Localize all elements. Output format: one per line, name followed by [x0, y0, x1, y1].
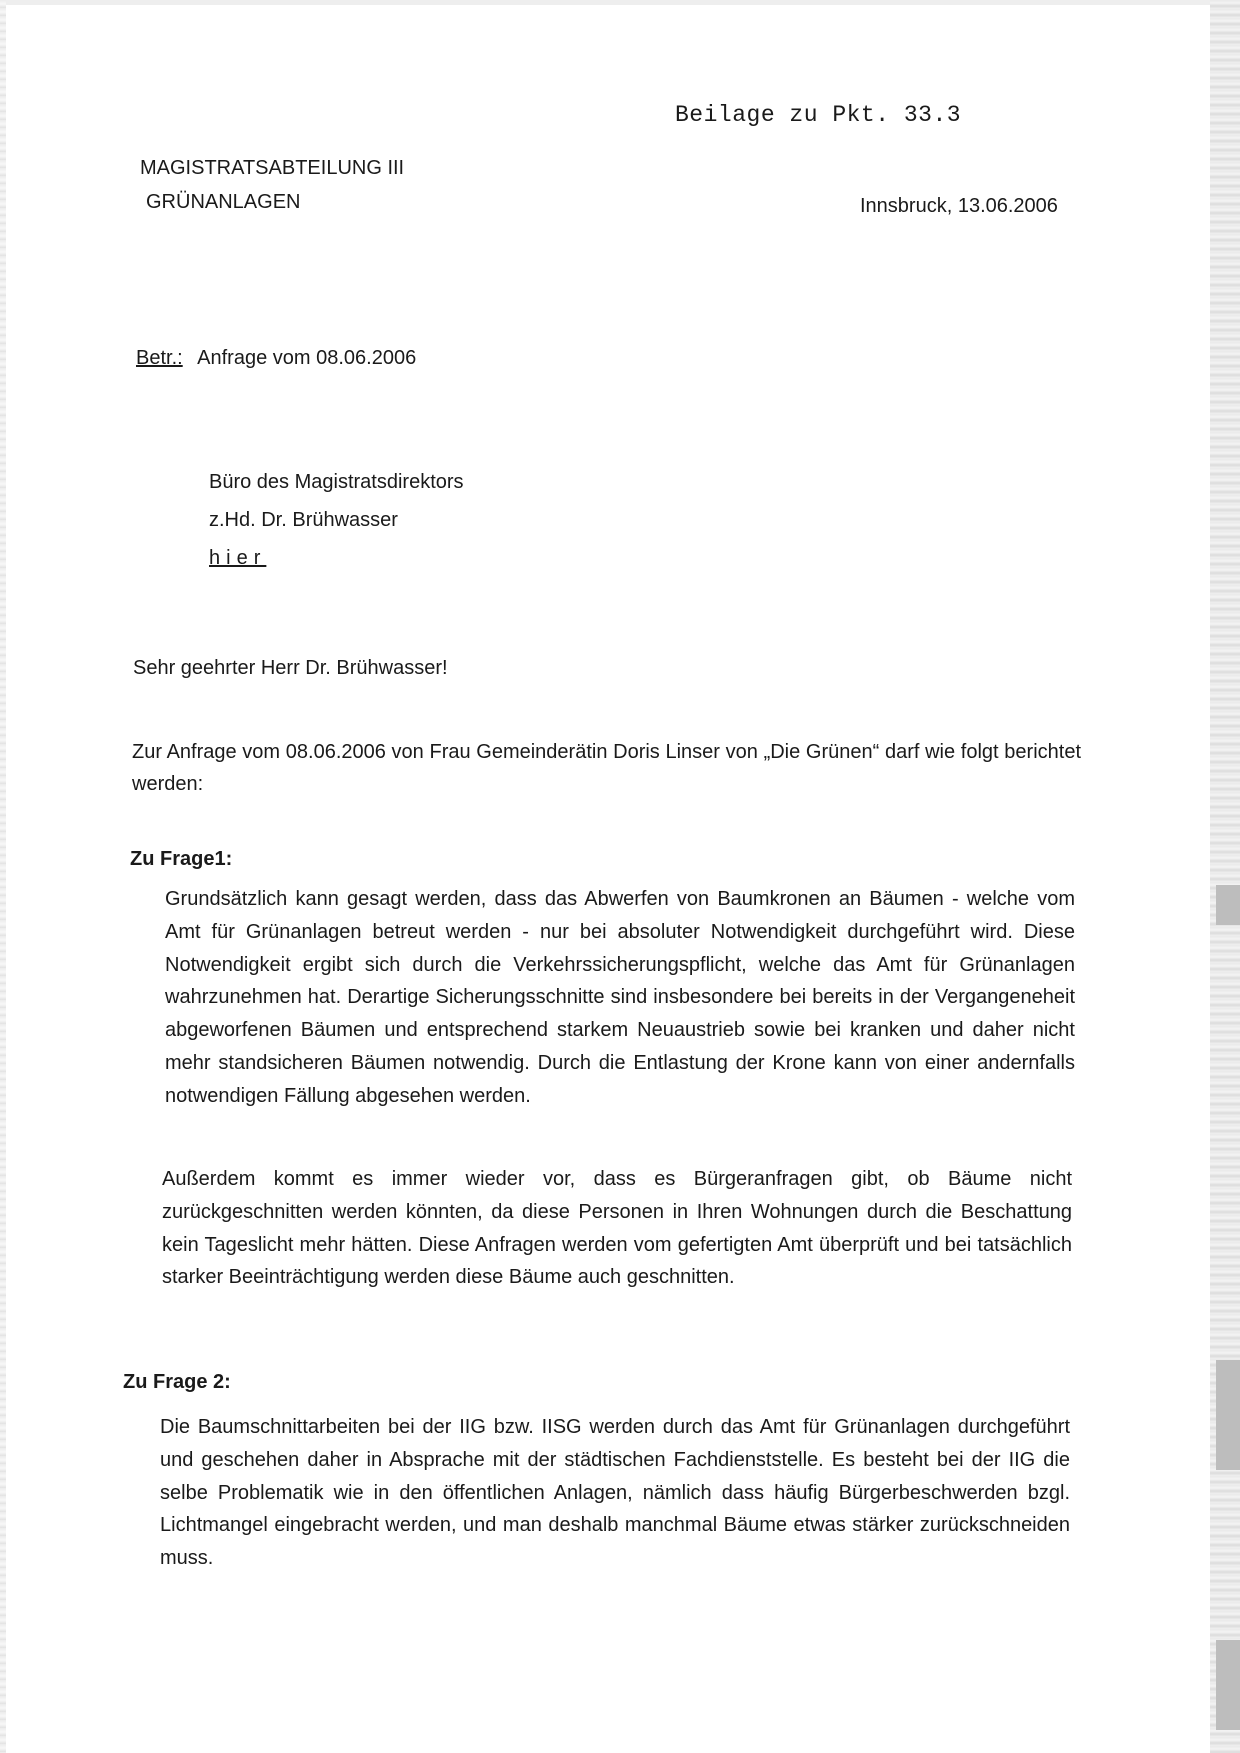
answer-2-paragraph-1: Die Baumschnittarbeiten bei der IIG bzw. IISG werden durch das Amt für Grünanlagen durchgeführt und geschehen daher in Absprache mit der städtischen Fachdienststelle. Es besteht bei der IIG die selbe Problematik wie in den öffentlichen Anlagen, nämlich dass häufig Bürgerbeschwerden bzgl. Lichtmangel eingebracht werden, und man deshalb manchmal Bäume etwas stärker zurückschneiden muss. — [160, 1416, 1070, 1570]
section-heading-question-1: Zu Frage1: — [130, 848, 233, 870]
answer-1-paragraph-2: Außerdem kommt es immer wieder vor, dass es Bürgeranfragen gibt, ob Bäume nicht zurückgeschnitten werden könnten, da diese Personen in Ihren Wohnungen durch die Beschattung kein Tageslicht mehr hätten. Diese Anfragen werden vom gefertigten Amt überprüft und bei tatsächlich starker Beeinträchtigung werden diese Bäume auch geschnitten. — [162, 1168, 1072, 1289]
sender-office: GRÜNANLAGEN — [146, 191, 301, 213]
subject-label: Betr.: — [136, 347, 183, 369]
recipient-line-1: Büro des Magistratsdirektors — [209, 471, 464, 493]
recipient-block — [209, 463, 464, 577]
recipient-line-3: hier — [209, 547, 267, 569]
subject-text: Anfrage vom 08.06.2006 — [197, 347, 417, 369]
scan-border-left — [0, 0, 6, 1753]
scan-border-top — [0, 0, 1240, 5]
scan-shadow-mark — [1216, 1640, 1240, 1730]
subject-line — [136, 347, 416, 370]
scan-border-right — [1210, 0, 1240, 1753]
intro-paragraph: Zur Anfrage vom 08.06.2006 von Frau Gemeinderätin Doris Linser von „Die Grünen“ darf wie folgt berichtet werden: — [132, 741, 1081, 795]
answer-1-paragraph-1: Grundsätzlich kann gesagt werden, dass das Abwerfen von Baumkronen an Bäumen - welche vom Amt für Grünanlagen betreut werden - nur bei absoluter Notwendigkeit durchgeführt wird. Diese Notwendigkeit ergibt sich durch die Verkehrssicherungspflicht, welche das Amt für Grünanlagen wahrzunehmen hat. Derartige Sicherungsschnitte sind insbesondere bei bereits in der Vergangeneheit abgeworfenen Bäumen und entsprechend starkem Neuaustrieb sowie bei kranken und daher nicht mehr standsicheren Bäumen notwendig. Durch die Entlastung der Krone kann von einer andernfalls notwendigen Fällung abgesehen werden. — [165, 888, 1075, 1107]
place-date: Innsbruck, 13.06.2006 — [860, 195, 1058, 217]
sender-department: MAGISTRATSABTEILUNG III — [140, 157, 405, 179]
salutation: Sehr geehrter Herr Dr. Brühwasser! — [133, 657, 448, 679]
scan-shadow-mark — [1216, 1360, 1240, 1470]
sender-block — [140, 151, 404, 219]
recipient-line-2: z.Hd. Dr. Brühwasser — [209, 509, 398, 531]
section-heading-question-2: Zu Frage 2: — [123, 1371, 231, 1393]
attachment-stamp: Beilage zu Pkt. 33.3 — [675, 102, 962, 128]
scan-shadow-mark — [1216, 885, 1240, 925]
